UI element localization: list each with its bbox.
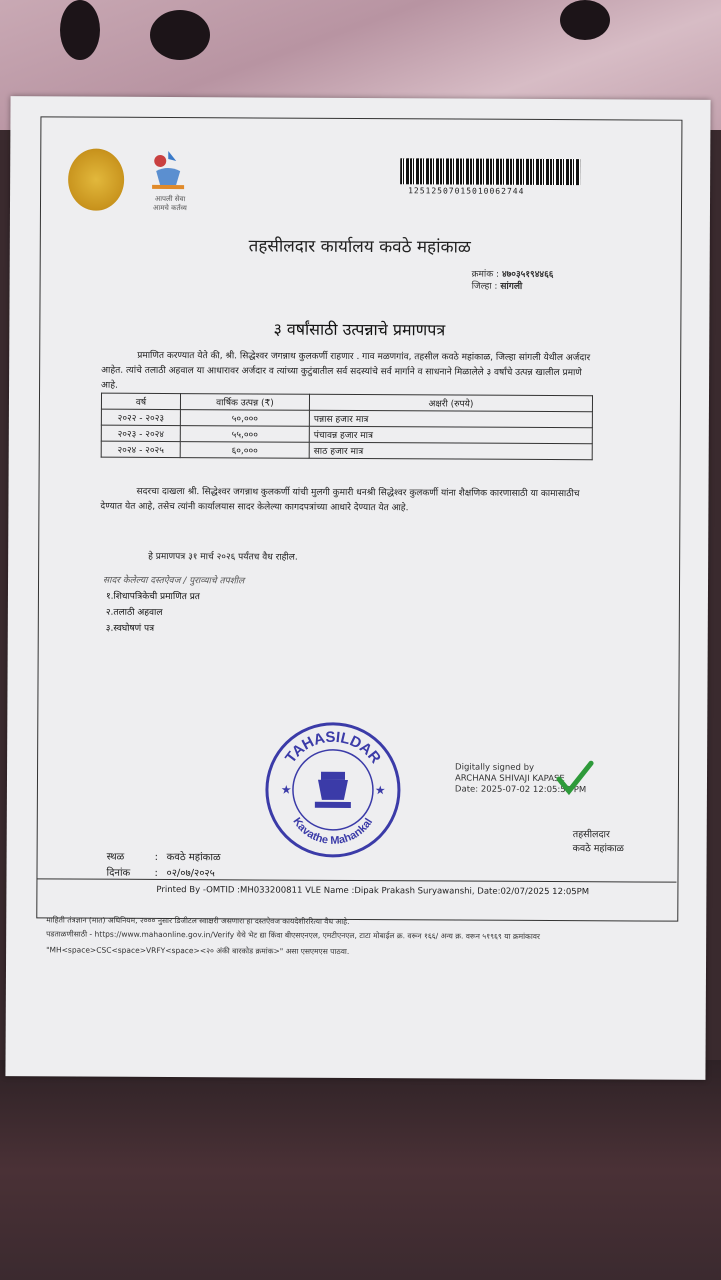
printed-by: Printed By -OMTID :MH033200811 VLE Name :Dipak Prakash Suryawanshi, Date:02/07/2025 12:05PM: [156, 884, 590, 898]
certificate-title: ३ वर्षांसाठी उत्पन्नाचे प्रमाणपत्र: [273, 319, 446, 340]
words-cell: पन्नास हजार मात्र: [309, 410, 592, 427]
document-item: २.तलाठी अहवाल: [105, 607, 163, 618]
certificate-paper: [5, 96, 710, 1080]
logo-caption-line2: आमचे कर्तव्य: [153, 203, 187, 213]
number-value: ४७०३५१९४४६६: [501, 269, 554, 281]
fabric-pattern: [60, 0, 100, 60]
verified-check-icon: [555, 759, 595, 799]
signatory-designation: तहसीलदार: [572, 829, 610, 841]
svg-text:★: ★: [280, 782, 292, 797]
date-value: ०२/०७/२०२५: [166, 868, 215, 880]
logo-caption: [135, 195, 205, 213]
tahasildar-stamp-icon: [263, 720, 404, 861]
year-cell: २०२४ - २०२५: [101, 441, 180, 457]
office-title: तहसीलदार कार्यालय कवठे महांकाळ: [248, 236, 471, 258]
place-row: स्थळ : कवठे महांकाळ: [107, 849, 221, 864]
date-row: दिनांक : ०२/०७/२०२५: [106, 865, 214, 880]
header-year: वर्ष: [101, 393, 180, 409]
stamp-top-text: TAHASILDAR: [282, 728, 385, 767]
district-label: जिल्हा :: [471, 281, 498, 292]
barcode-icon: [400, 158, 580, 185]
income-cell: ६०,०००: [180, 442, 309, 459]
number-label: क्रमांक :: [471, 269, 500, 280]
signature-date: Date: 2025-07-02 12:05:53 PM: [454, 784, 587, 796]
document-item: ३.स्वघोषणं पत्र: [105, 623, 155, 634]
document-item: १.शिधापत्रिकेची प्रमाणित प्रत: [105, 591, 200, 603]
documents-heading: सादर केलेल्या दस्तऐवज / पुराव्याचे तपशील: [103, 575, 245, 587]
district-value: सांगली: [500, 281, 523, 292]
validity-statement: हे प्रमाणपत्र ३१ मार्च २०२६ पर्यंतच वैध राहील.: [148, 551, 298, 563]
signature-line1: Digitally signed by: [455, 762, 535, 773]
place-value: कवठे महांकाळ: [166, 852, 221, 864]
barcode-number: 12512507015010062744: [408, 186, 525, 196]
header-words: अक्षरी (रुपये): [309, 394, 592, 411]
date-label: दिनांक: [106, 867, 131, 879]
logo-caption-line1: आपली सेवा: [154, 194, 186, 204]
signatory-office: कवठे महांकाळ: [572, 843, 624, 855]
words-cell: पंचावन्न हजार मात्र: [309, 426, 592, 443]
income-cell: ५५,०००: [180, 426, 309, 443]
footer-sms-line: "MH<space>CSC<space>VRFY<space><२० अंकी बारकोड क्रमांक>" असा एसएमएस पाठवा.: [46, 945, 350, 956]
year-cell: २०२३ - २०२४: [101, 425, 180, 441]
fabric-pattern: [150, 10, 210, 60]
footer-legal-line: माहिती तंत्रज्ञान (मात) अधिनियम, २००० नुसार डिजीटल स्वाक्षरी असणारा हा दस्तऐवज कायदेशीररित्या वैध आहे.: [46, 915, 350, 926]
footer-verify-line: पडताळणीसाठी - https://www.mahaonline.gov.in/Verify येथे भेट द्या किंवा बीएसएनएल, एमटीएनएल, टाटा मोबाईल क्र. वरून १६६/ अन्य क्र. वरून ५१९६९ या क्रमांकावर: [46, 929, 541, 941]
place-label: स्थळ: [106, 851, 125, 863]
district: [472, 279, 523, 292]
income-table: [101, 393, 593, 461]
stamp-bottom-text: Kavathe Mahankal: [290, 815, 376, 848]
words-cell: साठ हजार मात्र: [309, 442, 592, 459]
signature-name: ARCHANA SHIVAJI KAPASE: [454, 773, 565, 785]
table-row: [101, 441, 592, 460]
fabric-pattern: [560, 0, 610, 40]
government-seal-icon: [68, 148, 124, 210]
svg-text:Kavathe Mahankal: [290, 816, 375, 848]
svg-text:★: ★: [374, 783, 386, 798]
income-cell: ५०,०००: [180, 410, 309, 427]
purpose-paragraph: सदरचा दाखला श्री. सिद्धेश्वर जगन्नाथ कुलकर्णी यांची मुलगी कुमारी धनश्री सिद्धेश्वर कुलकर्णी यांना शैक्षणिक कारणासाठी या कामासाठीच देण्यात येत आहे, तसेच त्यांनी कार्यालयास सादर केलेल्या कागदपत्रांच्या आधारे देण्यात येत आहे.: [100, 486, 580, 514]
header-income: वार्षिक उत्पन्न (₹): [180, 394, 309, 411]
background-fabric-bottom: [0, 1060, 721, 1280]
intro-paragraph: प्रमाणित करण्यात येते की, श्री. सिद्धेश्वर जगन्नाथ कुलकर्णी राहणार . गाव मळणगांव, तहसील कवठे महांकाळ, जिल्हा सांगली येथील अर्जदार आहेत. त्यांचे तलाठी अहवाल या आधारावर अर्जदार व त्यांच्या कुटुंबातील सर्व सदस्यांचे सर्व मार्गाने व साधनाने मिळालेले ३ वर्षांचे उत्पन्न खालील प्रमाणे आहे.: [101, 350, 591, 391]
year-cell: २०२२ - २०२३: [101, 409, 180, 425]
